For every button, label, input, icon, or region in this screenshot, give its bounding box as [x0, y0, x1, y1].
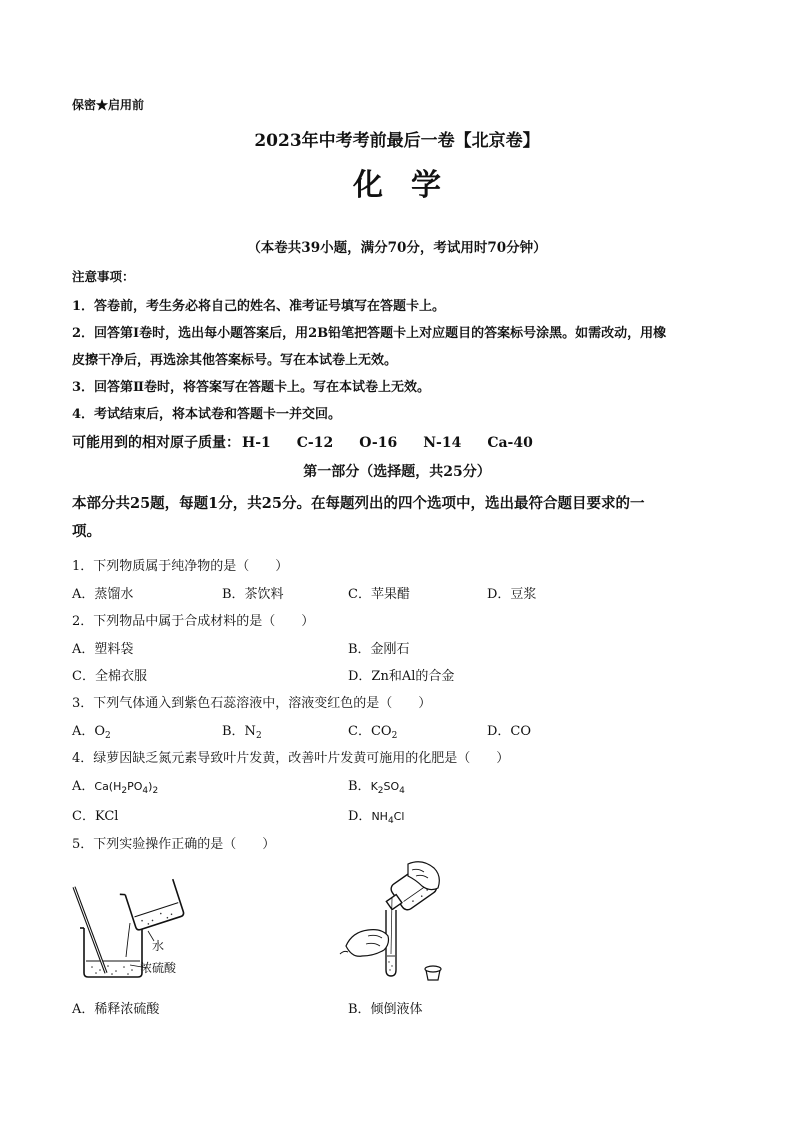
formula-part: NH — [371, 810, 388, 823]
question-4-option-b — [348, 775, 405, 796]
note-item: 4．考试结束后，将本试卷和答题卡一并交回。 — [72, 407, 342, 422]
subscript: 4 — [142, 786, 149, 796]
question-3-option-a — [72, 720, 111, 741]
question-1-option-d: D．豆浆 — [487, 587, 537, 602]
note-item: 2．回答第Ⅰ卷时，选出每小题答案后，用2B铅笔把答题卡上对应题目的答案标号涂黑。如需改动，用橡 — [72, 326, 667, 341]
atomic-masses-label: 可能用到的相对原子质量： — [72, 435, 240, 451]
question-5-option-b: B．倾倒液体 — [348, 1002, 423, 1017]
option-letter: C． — [72, 809, 95, 824]
subscript: 4 — [399, 786, 405, 796]
question-3-option-d — [487, 720, 531, 739]
confidential-label: 保密★启用前 — [72, 98, 145, 112]
formula — [94, 780, 159, 796]
formula — [370, 780, 405, 796]
question-3-stem: 3．下列气体通入到紫色石蕊溶液中，溶液变红色的是（ ） — [72, 696, 432, 711]
figure-pour-liquid — [338, 858, 450, 988]
subscript: 2 — [377, 786, 384, 796]
atomic-mass-h: H-1 — [242, 435, 271, 451]
formula-part: Cl — [393, 810, 405, 823]
atomic-mass-ca: Ca-40 — [487, 435, 533, 451]
formula-part: ) — [148, 780, 153, 793]
figure-pour-liquid-drawing — [338, 858, 450, 988]
option-text: C．CO — [348, 724, 392, 739]
option-text: D．CO — [487, 724, 532, 739]
question-3-option-c — [348, 720, 397, 741]
atomic-mass-n: N-14 — [423, 435, 462, 451]
atomic-masses — [72, 432, 559, 452]
formula-part: PO — [127, 780, 143, 793]
question-2-option-b: B．金刚石 — [348, 642, 410, 657]
question-4-option-d — [348, 805, 404, 826]
question-5-option-a: A．稀释浓硫酸 — [72, 1002, 160, 1017]
formula-part: Ca(H — [94, 780, 122, 793]
subscript: 4 — [387, 816, 394, 826]
question-4-stem: 4．绿萝因缺乏氮元素导致叶片发黄，改善叶片发黄可施用的化肥是（ ） — [72, 751, 510, 766]
exam-info: （本卷共39小题，满分70分，考试用时70分钟） — [247, 240, 547, 256]
part1-desc: 本部分共25题，每题1分，共25分。在每题列出的四个选项中，选出最符合题目要求的一 — [72, 495, 645, 512]
question-1-option-b: B．茶饮料 — [222, 587, 284, 602]
question-4-option-a — [72, 775, 158, 796]
question-2-option-d: D．Zn和Al的合金 — [348, 669, 455, 684]
question-2-option-a: A．塑料袋 — [72, 642, 134, 657]
subscript: 2 — [255, 731, 262, 741]
question-4-option-c — [72, 805, 118, 824]
question-1-option-a: A．蒸馏水 — [72, 587, 134, 602]
part1-title: 第一部分（选择题，共25分） — [303, 464, 491, 480]
question-3-option-b — [222, 720, 262, 741]
figure-dilute-acid-drawing — [68, 873, 198, 985]
formula: KCl — [94, 809, 119, 824]
formula — [371, 810, 405, 826]
option-letter: B． — [348, 779, 371, 794]
option-text: B．N — [222, 724, 256, 739]
label-water: 水 — [152, 939, 165, 953]
note-item: 1．答卷前，考生务必将自己的姓名、准考证号填写在答题卡上。 — [72, 299, 446, 314]
subject-title: 化学 — [353, 168, 469, 203]
question-5-stem: 5．下列实验操作正确的是（ ） — [72, 837, 276, 852]
formula-part: SO — [383, 780, 400, 793]
question-2-stem: 2．下列物品中属于合成材料的是（ ） — [72, 614, 315, 629]
part1-desc: 项。 — [72, 523, 101, 540]
subscript: 2 — [152, 786, 159, 796]
option-letter: D． — [348, 809, 372, 824]
notes-title: 注意事项： — [72, 269, 135, 284]
option-letter: A． — [72, 779, 95, 794]
exam-title: 2023年中考考前最后一卷【北京卷】 — [254, 131, 540, 151]
note-item: 3．回答第Ⅱ卷时，将答案写在答题卡上。写在本试卷上无效。 — [72, 380, 431, 395]
subscript: 2 — [391, 731, 398, 741]
atomic-mass-c: C-12 — [296, 435, 334, 451]
subscript: 2 — [105, 731, 111, 741]
atomic-mass-o: O-16 — [359, 435, 398, 451]
question-1-stem: 1．下列物质属于纯净物的是（ ） — [72, 559, 289, 574]
figure-dilute-acid — [68, 873, 198, 985]
label-concentrated-acid: 浓硫酸 — [140, 961, 177, 975]
subscript: 2 — [121, 786, 128, 796]
question-2-option-c: C．全棉衣服 — [72, 669, 147, 684]
question-1-option-c: C．苹果醋 — [348, 587, 410, 602]
option-text: A．O — [72, 724, 106, 739]
formula-part: K — [370, 780, 378, 793]
note-item: 皮擦干净后，再选涂其他答案标号。写在本试卷上无效。 — [72, 353, 398, 368]
